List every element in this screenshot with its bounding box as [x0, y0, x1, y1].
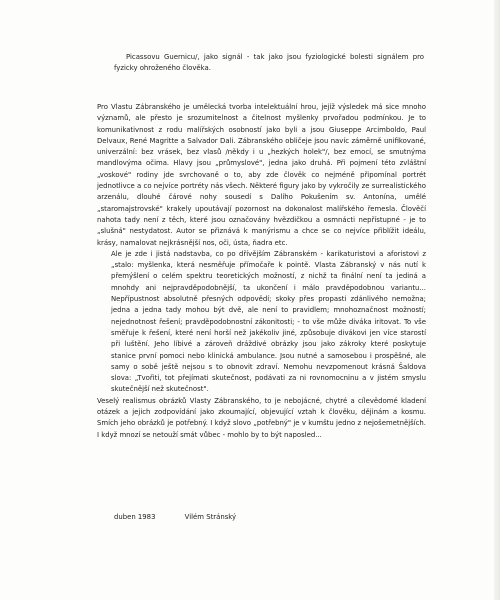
page-edge-shadow: [494, 0, 500, 600]
body-text: [97, 102, 426, 441]
signature-date: duben 1983: [114, 513, 156, 521]
paragraph-2: Ale je zde i jistá nadstavba, co po dřívějším Zábranském - karikaturistovi a aforistovi z „stalo: myšlenka, která nesměřuje přímočaře k pointě. Vlasta Zábranský v nás nutí k přemýšlení o celém spektru teoretických možností, z nichž ta finální není ta jediná a mnohdy ani nejpravděpodobnější, ta ukončení i málo pravděpodobnou variantu... Nepřípustnost absolutně přesných odpovědí; skoky přes propasti zdánlivého nemožna; jedna a jedna tady mohou být dvě, ale není to pravidlem; mnohoznačnost možností; nejednotnost řešení; pravděpodobnostní zákonitosti; - to vše může diváka iritovat. To vše směřuje k řešení, které není horší než jakékoliv jiné, způsobuje divákovi jen více starostí při luštění. Jeho líbivé a zároveň dráždivé obrázky jsou jako zákroky které poskytuje stanice první pomoci nebo klinická ambulance. Jsou nutné a samosebou i prospěšné, ale samy o sobě ještě nejsou s to obnovit zdraví. Nemohu nevzpomenout krásná Šaldova slova: „Tvořiti, tot přejímati skutečnost, podávati za ni rovnomocninu a v jistém smyslu skutečnější než skutečnost".: [111, 249, 426, 394]
signature-author: Vilém Stránský: [184, 513, 237, 521]
lead-paragraph: Picassovu Guernicu/, jako signál - tak jako jsou fyziologické bolesti signálem pro fyzicky ohroženého člověka.: [114, 53, 424, 73]
signature-line: [114, 512, 236, 523]
paragraph-3: Veselý realismus obrázků Vlasty Zábranského, to je nebojácné, chytré a cílevědomé kladení otázek a jejich zodpovídání jako zkoumající, objevující vztah k člověku, dějinám a kosmu. Smích jeho obrázků je potřebný. I když slovo „potřebný" je v kumštu jedno z nejošemetnějších. I když mnozí se netouží smát vůbec - mohlo by to být naposled...: [97, 396, 426, 439]
paragraph-1: Pro Vlastu Zábranského je umělecká tvorba intelektuální hrou, jejíž výsledek má sice mnoho významů, ale přesto je srozumitelnost a čitelnost myšlenky prvořadou podmínkou. Je to komunikativnost z rodu malířských osobností jako byli a jsou Giuseppe Arcimboldo, Paul Delvaux, René Magritte a Salvador Dali. Zábranského obličeje jsou navíc záměrně unifikované, univerzální: bez vrásek, bez vlasů /někdy i u „hezkých holek"/, bez emocí, se smutnýma mandlovýma očima. Hlavy jsou „průmyslové", jedna jako druhá. Při pojmení této zvláštní „voskové" rodiny jde svrchovaně o to, aby zde člověk co nejméně připomínal portrét jednotlivce a co nejvíce portréty nás všech. Některé figury jako by vykročily ze surrealistického arzenálu, dlouhé čárové nohy sousedí s Dalího Pokušením sv. Antonína, umělé „staromajstrovské" krakely upoutávají pozornost na dokonalost malířského řemesla. Člověčí nahota tady není z těch, které jsou označovány hvězdičkou a osmnácti nepřístupné - je to „slušná" nestydatost. Autor se přiznává k manýrismu a chce se co nejvíce přiblížit ideálu, krásy, namalovat nejkrásnější nos, oči, ústa, ňadra etc.: [97, 103, 426, 247]
